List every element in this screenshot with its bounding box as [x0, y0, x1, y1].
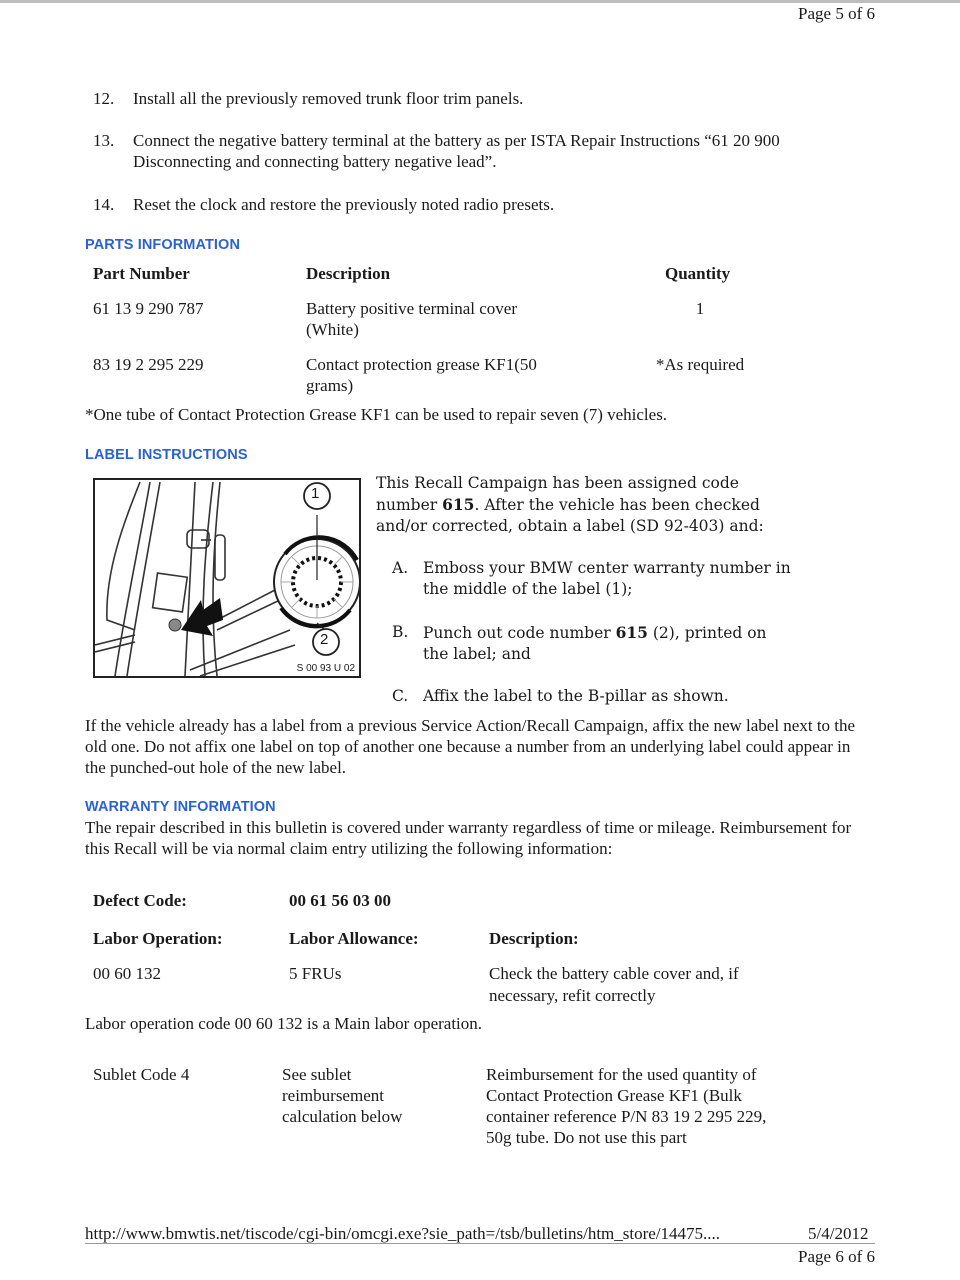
step-text: Install all the previously removed trunk floor trim panels. — [133, 89, 524, 108]
step-text: Connect the negative battery terminal at the battery as per ISTA Repair Instructions “61 20 900 Disconnecting and connecting battery negative lead”. — [133, 131, 780, 171]
footer-date: 5/4/2012 — [808, 1224, 869, 1243]
defect-code-value: 00 61 56 03 00 — [289, 891, 391, 910]
col-header-labor-operation: Labor Operation: — [93, 929, 223, 948]
step-text: Reset the clock and restore the previously noted radio presets. — [133, 195, 555, 214]
step-number: 14. — [93, 195, 115, 214]
footer-url[interactable]: http://www.bmwtis.net/tiscode/cgi-bin/omcgi.exe?sie_path=/tsb/bulletins/htm_store/14475.... — [85, 1224, 721, 1243]
parts-information-heading: PARTS INFORMATION — [85, 237, 241, 253]
warranty-intro: The repair described in this bulletin is covered under warranty regardless of time or mileage. Reimbursement for this Recall will be via normal claim entry utilizing the following information: — [85, 818, 852, 858]
label-intro: This Recall Campaign has been assigned code number 615. After the vehicle has been checked and/or corrected, obtain a label (SD 92-403) and: — [376, 474, 764, 535]
part-number: 61 13 9 290 787 — [93, 299, 204, 318]
defect-code-label: Defect Code: — [93, 891, 187, 910]
sublet-allowance: See sublet reimbursement calculation below — [282, 1065, 403, 1126]
part-quantity: *As required — [655, 355, 745, 374]
callout-2: 2 — [320, 631, 329, 648]
sublet-code: Sublet Code 4 — [93, 1065, 190, 1084]
labor-operation: 00 60 132 — [93, 964, 161, 983]
footer-rule — [85, 1243, 875, 1244]
col-header-description: Description: — [489, 929, 579, 948]
b-pillar-label-diagram — [93, 478, 361, 678]
part-description: Contact protection grease KF1(50 grams) — [306, 355, 537, 395]
labor-note: Labor operation code 00 60 132 is a Main labor operation. — [85, 1014, 483, 1033]
parts-footnote: *One tube of Contact Protection Grease KF1 can be used to repair seven (7) vehicles. — [85, 405, 668, 424]
figure-code: S 00 93 U 02 — [296, 663, 355, 674]
sublet-description: Reimbursement for the used quantity of Contact Protection Grease KF1 (Bulk container reference P/N 83 19 2 295 229, 50g tube. Do not use this part — [486, 1065, 767, 1147]
part-quantity: 1 — [695, 299, 705, 318]
col-header-part-number: Part Number — [93, 264, 190, 283]
step-number: 13. — [93, 131, 115, 150]
col-header-labor-allowance: Labor Allowance: — [289, 929, 419, 948]
warranty-information-heading: WARRANTY INFORMATION — [85, 799, 276, 815]
page-number-header: Page 5 of 6 — [798, 4, 875, 23]
part-number: 83 19 2 295 229 — [93, 355, 204, 374]
label-item-a: A. Emboss your BMW center warranty number in the middle of the label (1); — [392, 559, 791, 598]
step-number: 12. — [93, 89, 115, 108]
page-number-footer: Page 6 of 6 — [798, 1247, 875, 1266]
part-description: Battery positive terminal cover (White) — [306, 299, 518, 339]
col-header-quantity: Quantity — [665, 264, 731, 283]
labor-allowance: 5 FRUs — [289, 964, 342, 983]
label-item-b: B. Punch out code number 615 (2), printed on the label; and — [392, 623, 767, 663]
label-instructions-heading: LABEL INSTRUCTIONS — [85, 447, 248, 463]
label-item-c: C. Affix the label to the B-pillar as shown. — [392, 687, 729, 705]
campaign-code: 615 — [442, 495, 475, 514]
page-top-rule — [0, 0, 960, 3]
callout-1: 1 — [311, 485, 320, 502]
col-header-description: Description — [306, 264, 391, 283]
labor-description: Check the battery cable cover and, if necessary, refit correctly — [489, 964, 739, 1005]
label-note: If the vehicle already has a label from a previous Service Action/Recall Campaign, affix the new label next to the old one. Do not affix one label on top of another one because a number from an underlying label could appear in the punched-out hole of the new label. — [85, 716, 856, 777]
